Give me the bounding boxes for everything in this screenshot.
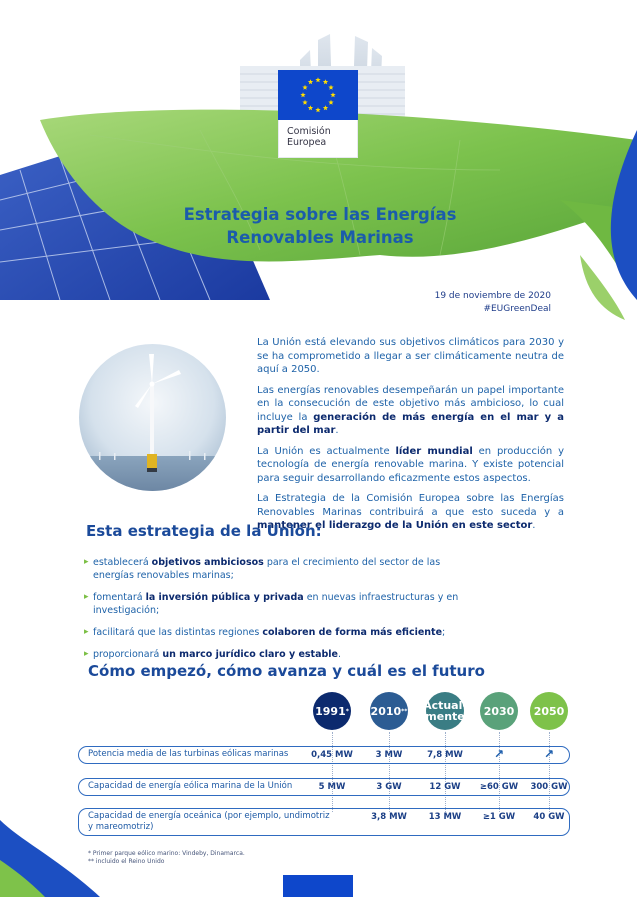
strategy-bullet xyxy=(84,591,484,617)
title-line2: Renovables Marinas xyxy=(226,228,414,247)
org-name xyxy=(278,120,358,158)
timeline-heading: Cómo empezó, cómo avanza y cuál es el futuro xyxy=(88,662,485,680)
row-value: 12 GW xyxy=(429,782,461,792)
title-line1: Estrategia sobre las Energías xyxy=(183,205,457,224)
text-segment: en nuevas infraestructuras y en investigación; xyxy=(93,592,459,616)
text-segment: . xyxy=(338,649,342,660)
eu-star xyxy=(302,100,307,105)
publication-date: 19 de noviembre de 2020 xyxy=(434,291,551,301)
column-guide xyxy=(549,732,550,812)
text-segment: La Unión está elevando sus objetivos climáticos para 2030 y se ha comprometido a llegar a ser climáticamente neutra de aquí a 2050. xyxy=(257,337,564,375)
document-title xyxy=(150,203,490,249)
bullet-arrow-icon: ▸ xyxy=(84,557,89,567)
year-label: 2010 xyxy=(370,704,402,718)
year-footnote-mark: ** xyxy=(401,707,408,715)
footnote: * Primer parque eólico marino: Vindeby, Dinamarca. xyxy=(88,850,245,857)
intro-text xyxy=(257,336,564,540)
header-artwork xyxy=(0,0,637,330)
column-guide xyxy=(499,732,500,812)
row-label: Capacidad de energía oceánica (por ejemplo, undimotriz y mareomotriz) xyxy=(88,811,330,832)
row-value: 3,8 MW xyxy=(371,812,407,822)
text-segment: en producción y tecnología de energía renovable marina. Y existe potencial para seguir desarrollando eficazmente estos aspectos. xyxy=(257,445,564,484)
row-value: 13 MW xyxy=(428,812,462,822)
eu-star xyxy=(308,105,313,110)
eu-logo xyxy=(278,70,358,158)
emphasis-text: mantener el liderazgo de la Unión en este sector xyxy=(257,520,533,531)
text-segment: . xyxy=(335,425,339,436)
row-value: ↗ xyxy=(493,747,505,761)
org-name-line1: Comisión xyxy=(287,126,331,137)
bullet-arrow-icon: ▸ xyxy=(84,649,89,659)
eu-star xyxy=(330,92,335,97)
year-label: 1991 xyxy=(315,704,346,718)
eu-blue-bar xyxy=(283,875,353,897)
eu-star xyxy=(328,85,333,90)
year-badge xyxy=(480,692,518,730)
strategy-heading: Esta estrategia de la Unión: xyxy=(86,522,322,540)
date-block xyxy=(435,290,551,316)
row-label: Potencia media de las turbinas eólicas marinas xyxy=(88,749,289,759)
strategy-list xyxy=(84,556,484,670)
row-value: 7,8 MW xyxy=(427,750,463,760)
year-label: Actual- mente xyxy=(423,699,467,723)
text-segment: para el crecimiento del sector de las energías renovables marinas; xyxy=(93,557,441,581)
row-value: ↗ xyxy=(543,747,555,761)
text-segment: . xyxy=(532,520,536,531)
wind-turbine-photo xyxy=(79,344,226,491)
row-value: 5 MW xyxy=(318,782,346,792)
row-label: Capacidad de energía eólica marina de la Unión xyxy=(88,781,293,791)
column-guide xyxy=(332,732,333,812)
row-value: 40 GW xyxy=(533,812,565,822)
text-segment: facilitará que las distintas regiones xyxy=(93,627,263,638)
eu-star xyxy=(323,105,328,110)
text-segment: ; xyxy=(442,627,446,638)
intro-paragraph xyxy=(257,384,564,438)
eu-star xyxy=(315,107,320,112)
footnotes xyxy=(88,850,245,866)
emphasis-text: líder mundial xyxy=(395,445,473,457)
row-value: 3 GW xyxy=(376,782,402,792)
text-segment: La Estrategia de la Comisión Europea sobre las Energías Renovables Marinas contribuirá a que esto suceda y a xyxy=(257,493,564,518)
row-value: ≥60 GW xyxy=(479,782,519,792)
year-footnote-mark: * xyxy=(345,707,349,715)
strategy-bullet xyxy=(84,648,484,661)
row-value: 3 MW xyxy=(375,750,403,760)
text-segment: Las energías renovables desempeñarán un papel importante en la consecución de este objetivo más ambicioso, lo cual incluye la xyxy=(257,384,564,423)
year-badge xyxy=(370,692,408,730)
eu-star xyxy=(315,77,320,82)
eu-star xyxy=(302,85,307,90)
year-badge xyxy=(423,692,467,730)
column-guide xyxy=(445,732,446,812)
intro-paragraph xyxy=(257,445,564,486)
emphasis-text: colaboren de forma más eficiente xyxy=(262,627,443,638)
hashtag: #EUGreenDeal xyxy=(483,304,551,314)
row-value: 0,45 MW xyxy=(311,750,353,760)
text-segment: fomentará xyxy=(93,592,146,603)
footnote: ** incluido el Reino Unido xyxy=(88,858,165,865)
intro-paragraph xyxy=(257,336,564,377)
eu-star xyxy=(323,79,328,84)
row-value: 300 GW xyxy=(530,782,568,792)
eu-star xyxy=(308,79,313,84)
emphasis-text: objetivos ambiciosos xyxy=(151,557,264,568)
row-value: ≥1 GW xyxy=(482,812,516,822)
year-label: 2050 xyxy=(533,704,565,718)
year-badge xyxy=(313,692,351,730)
emphasis-text: generación de más energía en el mar y a partir del mar xyxy=(257,411,564,436)
bullet-arrow-icon: ▸ xyxy=(84,592,89,602)
year-badge xyxy=(530,692,568,730)
emphasis-text: la inversión pública y privada xyxy=(145,592,304,603)
column-guide xyxy=(389,732,390,812)
eu-flag-icon xyxy=(278,70,358,120)
bullet-arrow-icon: ▸ xyxy=(84,627,89,637)
year-label: 2030 xyxy=(483,704,515,718)
eu-star xyxy=(300,92,305,97)
strategy-bullet xyxy=(84,556,484,582)
strategy-bullet xyxy=(84,626,484,639)
eu-star xyxy=(328,100,333,105)
org-name-line2: Europea xyxy=(287,137,327,148)
text-segment: La Unión es actualmente xyxy=(257,445,396,457)
emphasis-text: un marco jurídico claro y estable xyxy=(162,649,338,660)
text-segment: establecerá xyxy=(93,557,152,568)
text-segment: proporcionará xyxy=(93,649,163,660)
